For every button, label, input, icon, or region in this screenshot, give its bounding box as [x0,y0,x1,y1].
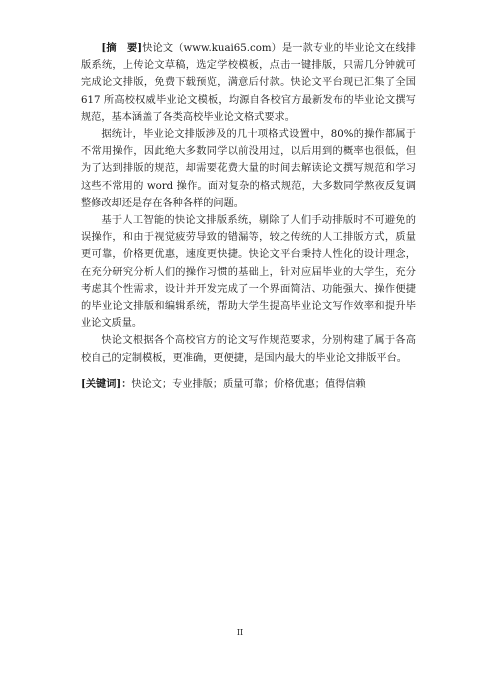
abstract-paragraph [81,40,416,126]
body-paragraph-templates: 快论文根据各个高校官方的论文写作规范要求，分别构建了属于各高校自己的定制模板，更准确，更便捷，是国内最大的毕业论文排版平台。 [81,335,416,364]
keywords-line [81,376,416,393]
page-number: II [236,628,244,637]
body-paragraph-ai-system: 基于人工智能的快论文排版系统，剔除了人们手动排版时不可避免的误操作，和由于视觉疲劳导致的错漏等，较之传统的人工排版方式，质量更可靠，价格更优惠，速度更快捷。快论文平台秉持人性化的设计理念，在充分研究分析人们的操作习惯的基础上，针对应届毕业的大学生，充分考虑其个性需求，设计并开发完成了一个界面简洁、功能强大、操作便捷的毕业论文排版和编辑系统，帮助大学生提高毕业论文写作效率和提升毕业论文质量。 [81,215,416,330]
abstract-label: [摘 要] [101,42,143,54]
abstract-body [81,40,416,393]
keywords-text: 快论文；专业排版；质量可靠；价格优惠；值得信赖 [131,378,366,390]
abstract-text: 快论文（www.kuai65.com）是一款专业的毕业论文在线排版系统，上传论文草稿，选定学校模板，点击一键排版，只需几分钟就可完成论文排版，免费下载预览，满意后付款。快论文平台现已汇集了全国 617 所高校权威毕业论文模板，均源自各校官方最新发布的毕业论文撰写规范，基本涵盖了各类高校毕业论文格式要求。 [81,43,416,123]
body-paragraph-statistics: 据统计，毕业论文排版涉及的几十项格式设置中，80%的操作都属于不常用操作，因此绝大多数同学以前没用过，以后用到的概率也很低，但为了达到排版的规范，却需要花费大量的时间去解读论文撰写规范和学习这些不常用的 word 操作。面对复杂的格式规范，大多数同学熬夜反复调整修改却还是存在各种各样的问题。 [81,129,416,209]
keywords-label: [关键词]： [81,377,132,390]
